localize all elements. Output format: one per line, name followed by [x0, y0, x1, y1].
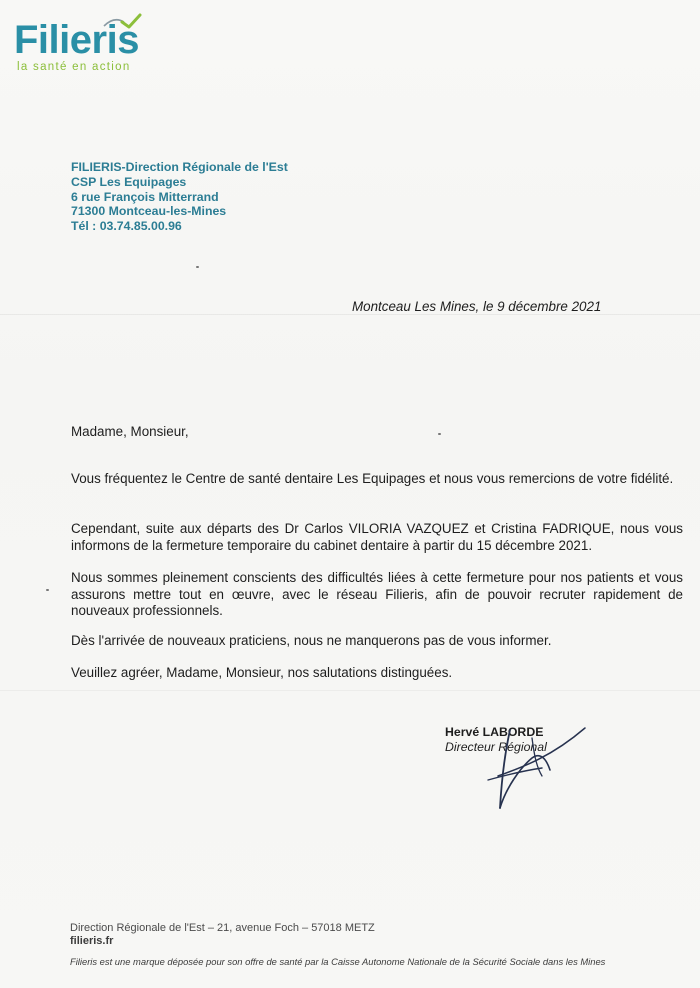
- letter-date: Montceau Les Mines, le 9 décembre 2021: [352, 299, 602, 314]
- paper-fold-line: [0, 314, 700, 315]
- paper-speck: [438, 433, 441, 435]
- sender-center: CSP Les Equipages: [71, 174, 187, 189]
- filieris-logo: [14, 8, 174, 73]
- sender-address-block: [71, 160, 288, 234]
- logo-tagline: la santé en action: [17, 61, 131, 73]
- paragraph-2: Cependant, suite aux départs des Dr Carlos VILORIA VAZQUEZ et Cristina FADRIQUE, nous vous informons de la fermeture temporaire du cabinet dentaire à partir du 15 décembre 2021.: [71, 521, 683, 553]
- signatory-title: Directeur Régional: [445, 740, 547, 754]
- paper-speck: [196, 266, 199, 268]
- footer-website: filieris.fr: [70, 935, 114, 947]
- paper-fold-line: [0, 690, 700, 691]
- footer-address: Direction Régionale de l'Est – 21, avenue Foch – 57018 METZ: [70, 922, 375, 934]
- paragraph-1: Vous fréquentez le Centre de santé dentaire Les Equipages et nous vous remercions de votre fidélité.: [71, 471, 674, 486]
- sender-street: 6 rue François Mitterrand: [71, 189, 219, 204]
- closing-formula: Veuillez agréer, Madame, Monsieur, nos salutations distinguées.: [71, 665, 453, 680]
- paragraph-3: Nous sommes pleinement conscients des difficultés liées à cette fermeture pour nos patients et vous assurons mettre tout en œuvre, avec le réseau Filieris, afin de pouvoir recruter rapidement de nouveaux professionnels.: [71, 570, 683, 618]
- signatory-name: Hervé LABORDE: [445, 725, 544, 739]
- logo-wordmark: Filieris: [14, 18, 139, 62]
- salutation: Madame, Monsieur,: [71, 424, 189, 439]
- sender-phone: Tél : 03.74.85.00.96: [71, 219, 182, 234]
- paragraph-4: Dès l'arrivée de nouveaux praticiens, nous ne manquerons pas de vous informer.: [71, 633, 552, 648]
- sender-org: FILIERIS-Direction Régionale de l'Est: [71, 160, 288, 174]
- handwritten-signature: [480, 718, 600, 818]
- paper-speck: [46, 589, 49, 591]
- sender-city: 71300 Montceau-les-Mines: [71, 204, 227, 219]
- footer-trademark-note: Filieris est une marque déposée pour son offre de santé par la Caisse Autonome Nationale de la Sécurité Sociale dans les Mines: [70, 956, 606, 967]
